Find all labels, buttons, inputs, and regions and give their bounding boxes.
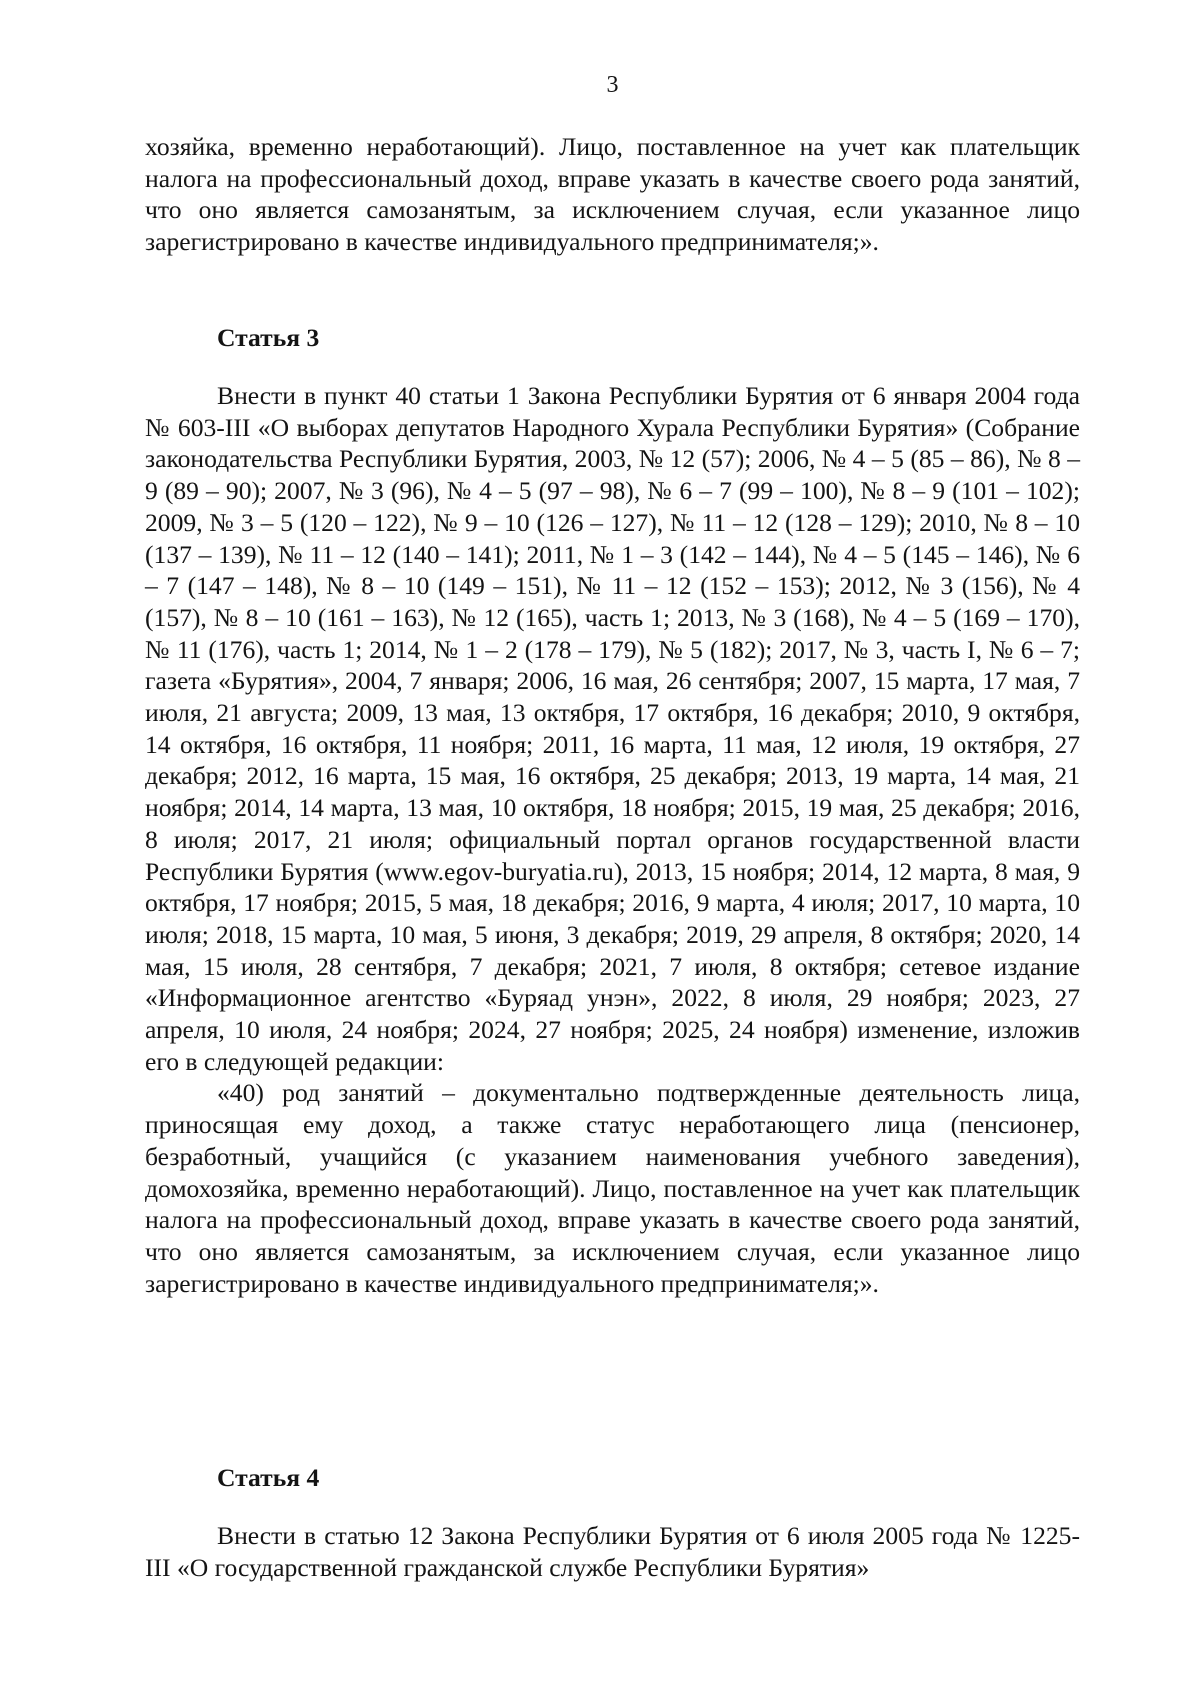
article-3-paragraph-1: Внести в пункт 40 статьи 1 Закона Республики Бурятия от 6 января 2004 года № 603-III «О выборах депутатов Народного Хурала Республики Бурятия» (Собрание законодательства Республики Бурятия, 2003, № 12 (57); 2006, № 4 – 5 (85 – 86), № 8 – 9 (89 – 90); 2007, № 3 (96), № 4 – 5 (97 – 98), № 6 – 7 (99 – 100), № 8 – 9 (101 – 102); 2009, № 3 – 5 (120 – 122), № 9 – 10 (126 – 127), № 11 – 12 (128 – 129); 2010, № 8 – 10 (137 – 139), № 11 – 12 (140 – 141); 2011, № 1 – 3 (142 – 144), № 4 – 5 (145 – 146), № 6 – 7 (147 – 148), № 8 – 10 (149 – 151), № 11 – 12 (152 – 153); 2012, № 3 (156), № 4 (157), № 8 – 10 (161 – 163), № 12 (165), часть 1; 2013, № 3 (168), № 4 – 5 (169 – 170), № 11 (176), часть 1; 2014, № 1 – 2 (178 – 179), № 5 (182); 2017, № 3, часть I, № 6 – 7; газета «Бурятия», 2004, 7 января; 2006, 16 мая, 26 сентября; 2007, 15 марта, 17 мая, 7 июля, 21 августа; 2009, 13 мая, 13 октября, 17 октября, 16 декабря; 2010, 9 октября, 14 октября, 16 октября, 11 ноября; 2011, 16 марта, 11 мая, 12 июля, 19 октября, 27 декабря; 2012, 16 марта, 15 мая, 16 октября, 25 декабря; 2013, 19 марта, 14 мая, 21 ноября; 2014, 14 марта, 13 мая, 10 октября, 18 ноября; 2015, 19 мая, 25 декабря; 2016, 8 июля; 2017, 21 июля; официальный портал органов государственной власти Республики Бурятия (www.egov-buryatia.ru), 2013, 15 ноября; 2014, 12 марта, 8 мая, 9 октября, 17 ноября; 2015, 5 мая, 18 декабря; 2016, 9 марта, 4 июля; 2017, 10 марта, 10 июля; 2018, 15 марта, 10 мая, 5 июня, 3 декабря; 2019, 29 апреля, 8 октября; 2020, 14 мая, 15 июля, 28 сентября, 7 декабря; 2021, 7 июля, 8 октября; сетевое издание «Информационное агентство «Буряад унэн», 2022, 8 июля, 29 ноября; 2023, 27 апреля, 10 июля, 24 ноября; 2024, 27 ноября; 2025, 24 ноября) изменение, изложив его в следующей редакции:: [145, 381, 1080, 1076]
continuation-paragraph-block: [145, 131, 1080, 258]
article-3-body: [145, 380, 1080, 1299]
continuation-paragraph: хозяйка, временно неработающий). Лицо, поставленное на учет как плательщик налога на профессиональный доход, вправе указать в качестве своего рода занятий, что оно является самозанятым, за исключением случая, если указанное лицо зарегистрировано в качестве индивидуального предпринимателя;».: [145, 132, 1080, 257]
page-number: 3: [606, 72, 619, 98]
article-4-paragraph-1: Внести в статью 12 Закона Республики Бурятия от 6 июля 2005 года № 1225-III «О государственной гражданской службе Республики Бурятия»: [145, 1521, 1080, 1582]
article-4-body: [145, 1520, 1080, 1583]
article-4-heading: Статья 4: [217, 1463, 320, 1492]
article-3-heading: Статья 3: [217, 323, 320, 352]
article-3-paragraph-2: «40) род занятий – документально подтвержденные деятельность лица, приносящая ему доход, а также статус неработающего лица (пенсионер, безработный, учащийся (с указанием наименования учебного заведения), домохозяйка, временно неработающий). Лицо, поставленное на учет как плательщик налога на профессиональный доход, вправе указать в качестве своего рода занятий, что оно является самозанятым, за исключением случая, если указанное лицо зарегистрировано в качестве индивидуального предпринимателя;».: [145, 1078, 1080, 1298]
